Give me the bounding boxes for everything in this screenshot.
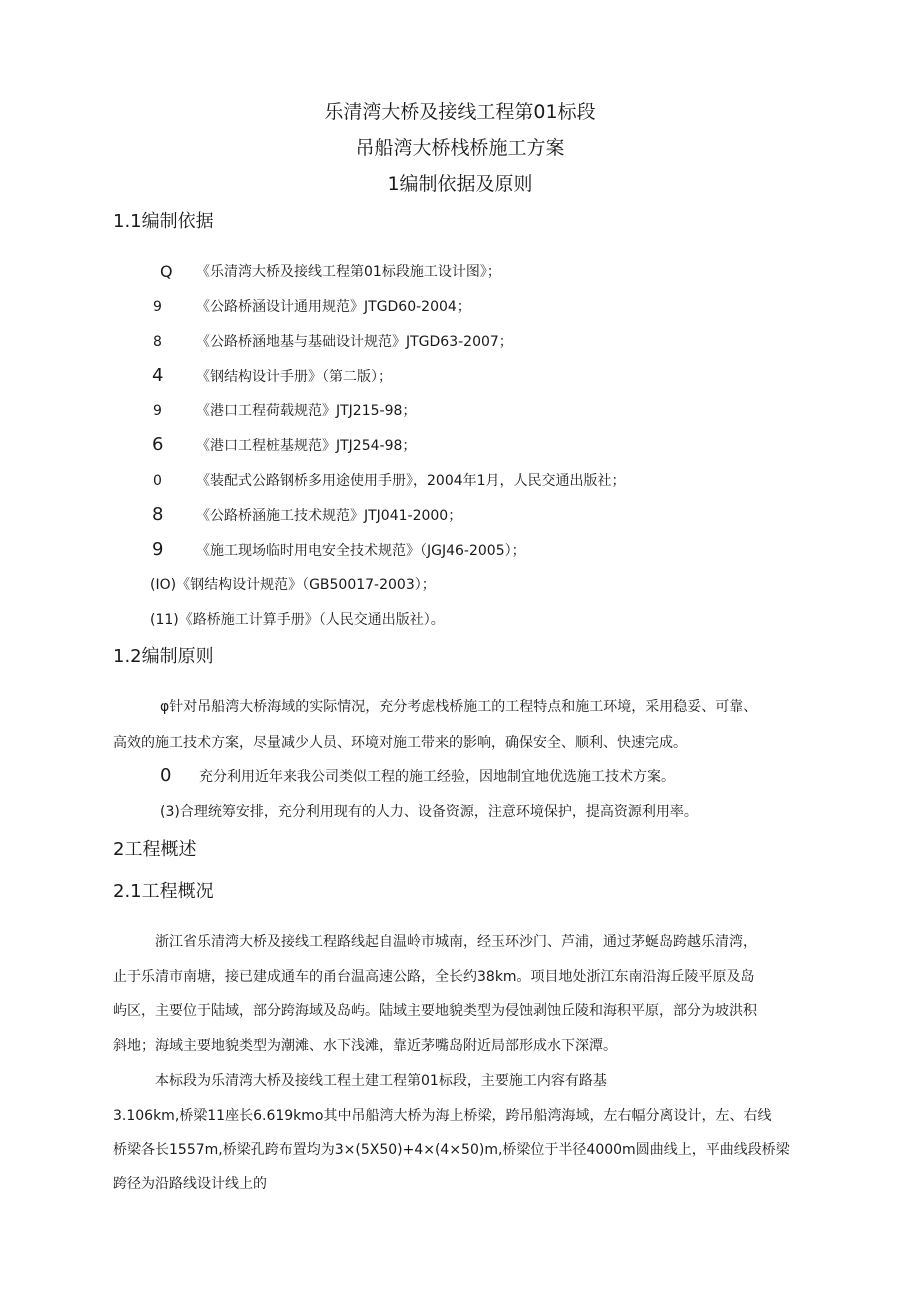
scope-line-4: 跨径为沿路线设计线上的: [113, 1176, 267, 1192]
scope-line-2: 3.106km,桥梁11座长6.619kmo其中吊船湾大桥为海上桥梁，跨吊船湾海域，左右幅分离设计，左、右线: [113, 1108, 772, 1124]
document-title: 乐清湾大桥及接线工程第01标段: [324, 101, 596, 123]
overview-line-3: 屿区，主要位于陆域，部分跨海域及岛屿。陆域主要地貌类型为侵蚀剥蚀丘陵和海积平原，部分为坡洪积: [113, 1003, 757, 1019]
chapter-1-heading: 1编制依据及原则: [387, 173, 533, 195]
ref-marker-6: 6: [152, 434, 164, 455]
overview-line-1: 浙江省乐清湾大桥及接线工程路线起自温岭市城南，经玉环沙门、芦浦，通过茅蜒岛跨越乐清湾，: [155, 934, 757, 950]
ref-item-11: (11)《路桥施工计算手册》（人民交通出版社）。: [150, 612, 445, 628]
ref-marker-4: 4: [152, 365, 164, 386]
document-subtitle: 吊船湾大桥栈桥施工方案: [355, 137, 565, 159]
ref-marker-2: 9: [153, 299, 162, 315]
scope-line-3: 桥梁各长1557m,桥梁孔跨布置均为3×(5X50)+4×(4×50)m,桥梁位于半径4000m圆曲线上，平曲线段桥梁: [113, 1142, 790, 1158]
ref-item-8: 《公路桥涵施工技术规范》JTJ041-2000；: [196, 508, 463, 524]
principle-2-marker: 0: [160, 765, 172, 786]
ref-item-4: 《钢结构设计手册》（第二版）；: [196, 369, 392, 385]
section-1-2-heading: 1.2编制原则: [113, 646, 214, 667]
principle-1-line-2: 高效的施工技术方案，尽量减少人员、环境对施工带来的影响，确保安全、顺利、快速完成。: [113, 735, 687, 751]
chapter-2-heading: 2工程概述: [113, 839, 197, 860]
ref-marker-3: 8: [153, 334, 162, 350]
ref-item-2: 《公路桥涵设计通用规范》JTGD60-2004；: [196, 299, 471, 315]
ref-marker-9: 9: [152, 539, 164, 560]
principle-1-line-1: φ针对吊船湾大桥海域的实际情况，充分考虑栈桥施工的工程特点和施工环境，采用稳妥、可靠、: [160, 699, 758, 715]
ref-item-1: 《乐清湾大桥及接线工程第01标段施工设计图》；: [196, 264, 501, 280]
ref-marker-8: 8: [152, 504, 164, 525]
scope-line-1: 本标段为乐清湾大桥及接线工程土建工程第01标段，主要施工内容有路基: [155, 1073, 607, 1089]
ref-item-9: 《施工现场临时用电安全技术规范》（JGJ46-2005）；: [196, 543, 526, 559]
ref-item-10: (IO)《钢结构设计规范》（GB50017-2003）；: [150, 577, 436, 593]
principle-3-text: (3)合理统筹安排，充分利用现有的人力、设备资源，注意环境保护，提高资源利用率。: [160, 804, 698, 820]
ref-marker-1: Q: [160, 262, 173, 281]
principle-2-text: 充分利用近年来我公司类似工程的施工经验，因地制宜地优选施工技术方案。: [199, 769, 675, 785]
ref-marker-5: 9: [153, 403, 162, 419]
overview-line-2: 止于乐清市南塘，接已建成通车的甬台温高速公路，全长约38km。项目地处浙江东南沿海丘陵平原及岛: [113, 969, 755, 985]
ref-item-3: 《公路桥涵地基与基础设计规范》JTGD63-2007；: [196, 334, 513, 350]
ref-item-5: 《港口工程荷载规范》JTJ215-98；: [196, 403, 417, 419]
ref-item-7: 《装配式公路钢桥多用途使用手册》，2004年1月，人民交通出版社；: [196, 473, 626, 489]
section-2-1-heading: 2.1工程概况: [113, 881, 214, 902]
ref-marker-7: 0: [153, 473, 162, 489]
section-1-1-heading: 1.1编制依据: [113, 211, 214, 232]
overview-line-4: 斜地；海域主要地貌类型为潮滩、水下浅滩，靠近茅嘴岛附近局部形成水下深潭。: [113, 1038, 617, 1054]
ref-item-6: 《港口工程桩基规范》JTJ254-98；: [196, 438, 417, 454]
